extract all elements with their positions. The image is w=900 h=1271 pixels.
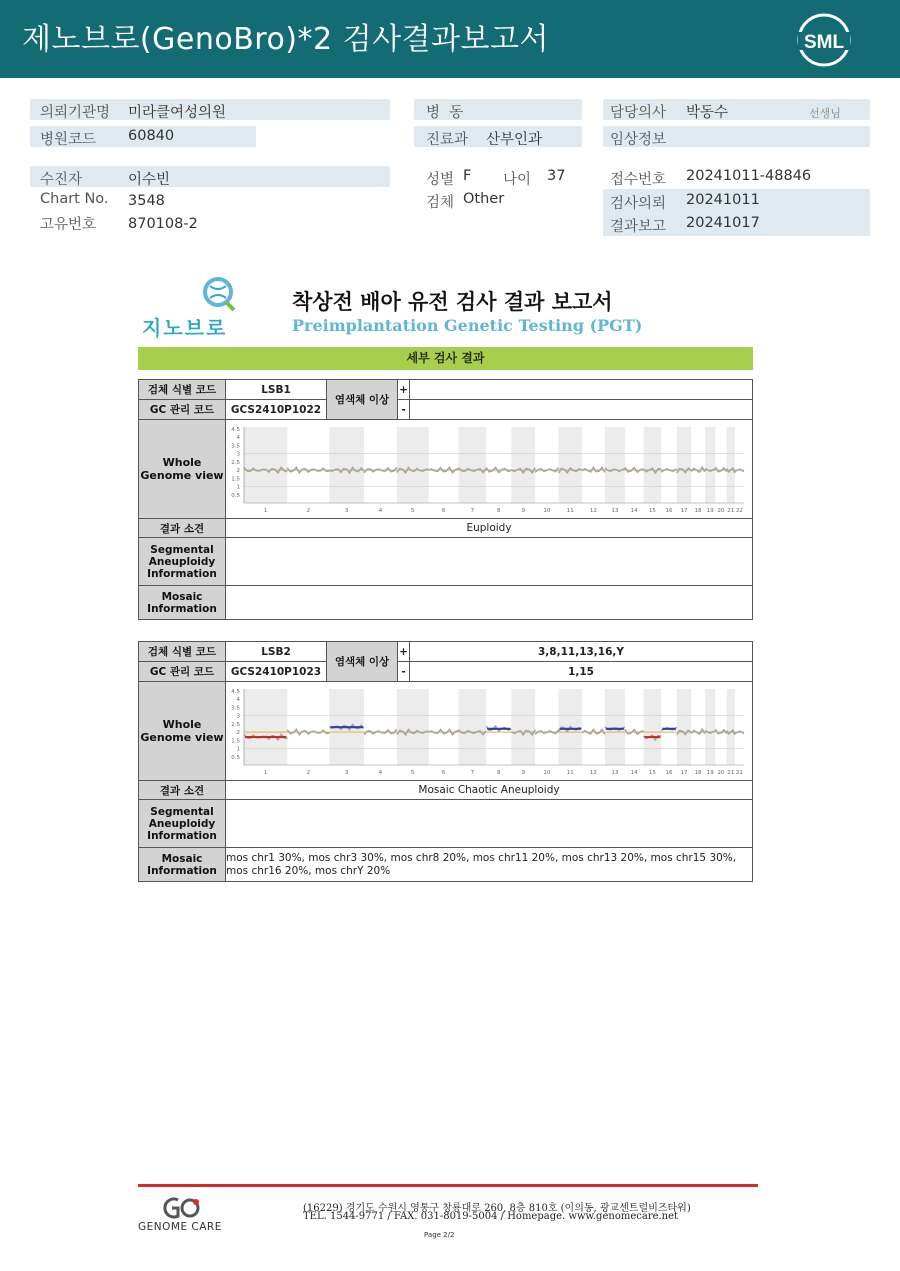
ward-label: 병 동 — [426, 105, 464, 121]
chromosome-band — [727, 689, 735, 765]
x-tick-label: 11 — [566, 507, 574, 514]
sample-table-1 — [138, 379, 753, 620]
x-tick-label: 10 — [543, 507, 551, 514]
gain-chromosomes — [410, 380, 753, 400]
x-tick-label: 20 — [717, 507, 725, 514]
chromosome-band — [643, 427, 661, 503]
y-tick-label: 3.5 — [231, 442, 240, 449]
report-header — [0, 0, 900, 78]
y-tick-label: 3 — [236, 713, 240, 720]
whole-genome-label: Whole Genome view — [139, 420, 226, 519]
copy-number-trace — [715, 729, 726, 734]
loss-chromosomes: 1,15 — [410, 662, 753, 682]
y-tick-label: 0.5 — [231, 492, 240, 499]
whole-genome-chart-cell — [226, 420, 753, 519]
x-tick-label: 15 — [648, 769, 656, 776]
x-tick-label: 17 — [680, 507, 688, 514]
result-label: 결과 소견 — [139, 519, 226, 538]
x-tick-label: 12 — [589, 507, 597, 514]
x-tick-label: 21 — [727, 507, 735, 514]
x-tick-label: 3 — [344, 507, 349, 514]
gc-code-value: GCS2410P1023 — [226, 662, 327, 682]
x-tick-label: 5 — [411, 507, 415, 514]
genobro-logo-icon — [196, 276, 240, 312]
chromosome-band — [559, 427, 582, 503]
specimen-code-value: LSB2 — [226, 642, 327, 662]
x-tick-label: 14 — [630, 769, 638, 776]
department-label: 진료과 — [426, 132, 469, 148]
doctor-value: 박동수 — [686, 105, 729, 121]
x-tick-label: 15 — [648, 507, 656, 514]
x-tick-label: 14 — [630, 507, 638, 514]
whole-genome-chart-2 — [226, 683, 751, 780]
chromosome-band — [458, 427, 486, 503]
institution-value: 미라클여성의원 — [128, 105, 227, 121]
chromosome-band — [397, 427, 429, 503]
y-tick-label: 2.5 — [231, 721, 240, 728]
report-title-ko: 착상전 배아 유전 검사 결과 보고서 — [292, 290, 613, 314]
sex-value: F — [463, 168, 472, 184]
request-date-label: 검사의뢰 — [610, 196, 667, 212]
x-tick-label: 7 — [470, 507, 475, 514]
x-tick-label: 19 — [706, 769, 714, 776]
chromosome-band — [511, 427, 535, 503]
x-tick-label: 2 — [306, 507, 311, 514]
x-tick-label: 7 — [470, 769, 475, 776]
x-tick-label: 12 — [589, 769, 597, 776]
x-tick-label: 5 — [411, 769, 415, 776]
segmental-value — [226, 538, 753, 586]
x-tick-label: 16 — [665, 507, 673, 514]
x-tick-label: 1 — [263, 769, 268, 776]
y-tick-label: 4 — [236, 696, 240, 703]
segmental-label: Segmental Aneuploidy Information — [139, 538, 226, 586]
x-tick-label: 20 — [717, 769, 725, 776]
chromosome-band — [329, 427, 364, 503]
y-tick-label: 3.5 — [231, 704, 240, 711]
footer-contact: TEL. 1544-9771 / FAX. 031-8019-5004 / Homepage. www.genomecare.net — [303, 1211, 679, 1222]
chromosome-band — [397, 689, 429, 765]
specimen-code-label: 검체 식별 코드 — [139, 642, 226, 662]
doctor-suffix: 선생님 — [809, 107, 841, 120]
mosaic-value: mos chr1 30%, mos chr3 30%, mos chr8 20%, mos chr11 20%, mos chr13 20%, mos chr15 30%, mos chr16 20%, mos chrY 20% — [226, 848, 753, 882]
gain-sign: + — [398, 642, 410, 662]
result-value: Euploidy — [226, 519, 753, 538]
receipt-no-value: 20241011-48846 — [686, 168, 812, 184]
loss-sign: - — [398, 400, 410, 420]
report-title: 제노브로(GenoBro)*2 검사결과보고서 — [22, 22, 549, 57]
chromosome-band — [727, 427, 735, 503]
institution-field: 의뢰기관명 — [40, 105, 111, 121]
whole-genome-chart-cell — [226, 682, 753, 781]
x-tick-label: 6 — [441, 507, 446, 514]
x-tick-label: 21 — [727, 769, 735, 776]
report-date-label: 결과보고 — [610, 219, 667, 235]
loss-chromosomes — [410, 400, 753, 420]
y-tick-label: 1 — [236, 746, 240, 753]
chromosome-band — [244, 427, 287, 503]
y-tick-label: 1 — [236, 484, 240, 491]
x-tick-label: 10 — [543, 769, 551, 776]
x-tick-label: 6 — [441, 769, 446, 776]
x-tick-label: 18 — [694, 507, 702, 514]
request-date-value: 20241011 — [686, 192, 760, 208]
chromosome-band — [705, 689, 715, 765]
x-tick-label: 4 — [378, 507, 383, 514]
x-tick-label: 2 — [306, 769, 311, 776]
page-number: Page 2/2 — [424, 1231, 455, 1239]
chromosome-band — [705, 427, 715, 503]
genome-care-name: GENOME CARE — [138, 1221, 222, 1233]
x-tick-label: 22 — [735, 769, 743, 776]
patient-label: 수진자 — [40, 172, 83, 188]
y-tick-label: 2.5 — [231, 459, 240, 466]
segmental-value — [226, 800, 753, 848]
x-tick-label: 13 — [611, 769, 619, 776]
chromosome-band — [605, 427, 625, 503]
unique-no-label: 고유번호 — [40, 217, 97, 233]
footer-address: (16229) 경기도 수원시 영통구 창룡대로 260, 8층 810호 (이의동, 광교센트럴비즈타워) — [303, 1203, 691, 1214]
x-tick-label: 16 — [665, 769, 673, 776]
y-tick-label: 1.5 — [231, 737, 240, 744]
mosaic-label: Mosaic Information — [139, 848, 226, 882]
y-tick-label: 4.5 — [231, 426, 240, 433]
result-value: Mosaic Chaotic Aneuploidy — [226, 781, 753, 800]
y-tick-label: 1.5 — [231, 475, 240, 482]
x-tick-label: 9 — [521, 507, 525, 514]
section-title: 세부 검사 결과 — [138, 347, 753, 370]
chromosome-band — [511, 689, 535, 765]
patient-pill — [30, 166, 390, 187]
chromosome-band — [677, 689, 691, 765]
loss-sign: - — [398, 662, 410, 682]
gc-code-label: GC 관리 코드 — [139, 662, 226, 682]
x-tick-label: 9 — [521, 769, 525, 776]
gain-sign: + — [398, 380, 410, 400]
y-tick-label: 4.5 — [231, 688, 240, 695]
doctor-label: 담당의사 — [610, 105, 667, 121]
x-tick-label: 13 — [611, 507, 619, 514]
patient-value: 이수빈 — [128, 172, 171, 188]
specimen-value: Other — [463, 191, 505, 207]
report-title-en: Preimplantation Genetic Testing (PGT) — [292, 316, 643, 335]
unique-no-value: 870108-2 — [128, 216, 198, 232]
y-tick-label: 4 — [236, 434, 240, 441]
receipt-no-label: 접수번호 — [610, 172, 667, 188]
x-tick-label: 8 — [497, 507, 501, 514]
sml-logo-text: SML — [803, 32, 845, 53]
age-label: 나이 — [503, 172, 532, 188]
x-tick-label: 3 — [344, 769, 349, 776]
mosaic-label: Mosaic Information — [139, 586, 226, 620]
chromosome-band — [605, 689, 625, 765]
gain-chromosomes: 3,8,11,13,16,Y — [410, 642, 753, 662]
y-tick-label: 0.5 — [231, 754, 240, 761]
x-tick-label: 17 — [680, 769, 688, 776]
report-date-value: 20241017 — [686, 215, 760, 231]
copy-number-trace — [715, 467, 726, 472]
chromosome-band — [244, 689, 287, 765]
copy-number-trace — [661, 468, 677, 471]
result-label: 결과 소견 — [139, 781, 226, 800]
chromosome-band — [677, 427, 691, 503]
genome-care-logo-icon — [160, 1196, 202, 1220]
chart-no-label: Chart No. — [40, 191, 109, 207]
whole-genome-label: Whole Genome view — [139, 682, 226, 781]
clinical-label: 임상정보 — [610, 132, 667, 148]
sex-label: 성별 — [426, 172, 455, 188]
x-tick-label: 8 — [497, 769, 501, 776]
footer-divider — [138, 1184, 758, 1187]
y-tick-label: 3 — [236, 451, 240, 458]
chromosome-band — [643, 689, 661, 765]
specimen-label: 검체 — [426, 195, 455, 211]
x-tick-label: 18 — [694, 769, 702, 776]
y-tick-label: 2 — [236, 729, 240, 736]
sml-logo — [796, 12, 852, 68]
sample-table-2 — [138, 641, 753, 882]
x-tick-label: 22 — [735, 507, 743, 514]
chrom-abn-label: 염색체 이상 — [327, 380, 398, 420]
gc-code-label: GC 관리 코드 — [139, 400, 226, 420]
genobro-logo-text: 지노브로 — [142, 316, 228, 340]
department-value: 산부인과 — [486, 132, 543, 148]
x-tick-label: 11 — [566, 769, 574, 776]
chart-no-value: 3548 — [128, 193, 165, 209]
specimen-code-value: LSB1 — [226, 380, 327, 400]
chrom-abn-label: 염색체 이상 — [327, 642, 398, 682]
mosaic-value — [226, 586, 753, 620]
segmental-label: Segmental Aneuploidy Information — [139, 800, 226, 848]
x-tick-label: 1 — [263, 507, 268, 514]
specimen-code-label: 검체 식별 코드 — [139, 380, 226, 400]
y-tick-label: 2 — [236, 467, 240, 474]
x-tick-label: 4 — [378, 769, 383, 776]
gc-code-value: GCS2410P1022 — [226, 400, 327, 420]
chromosome-band — [458, 689, 486, 765]
age-value: 37 — [547, 168, 566, 184]
x-tick-label: 19 — [706, 507, 714, 514]
hospital-code-label: 병원코드 — [40, 132, 97, 148]
whole-genome-chart-1 — [226, 421, 751, 518]
hospital-code-value: 60840 — [128, 128, 175, 144]
